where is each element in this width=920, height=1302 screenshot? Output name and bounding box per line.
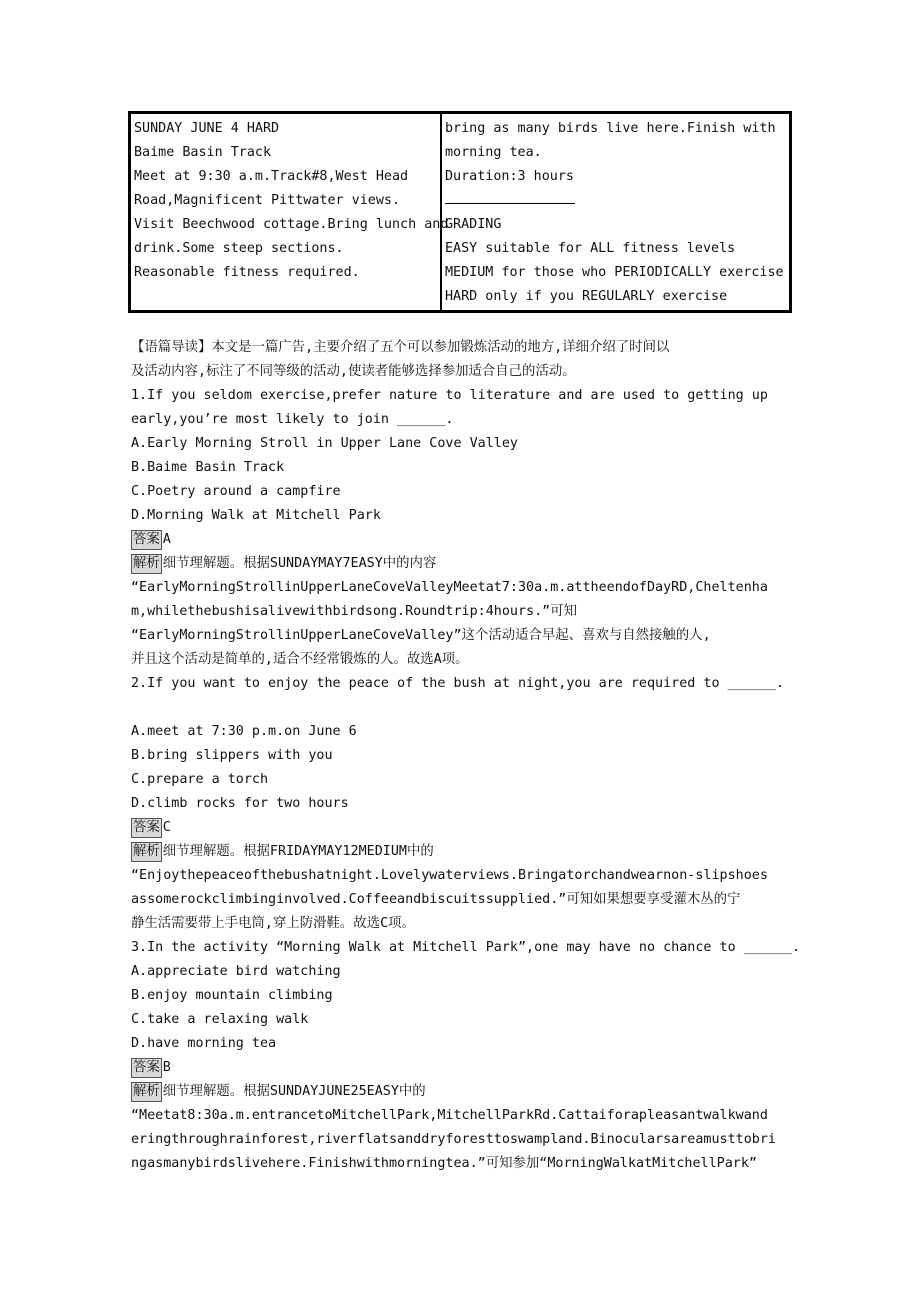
text-line (131, 1128, 801, 1152)
table-line: Baime Basin Track (134, 145, 272, 160)
line-text: 【语篇导读】本文是一篇广告,主要介绍了五个可以参加锻炼活动的地方,详细介绍了时间以 (131, 340, 670, 355)
text-line (131, 864, 801, 888)
table-line: MEDIUM for those who PERIODICALLY exercise (445, 265, 784, 280)
activity-table (128, 111, 792, 313)
text-line (131, 408, 801, 432)
table-line: Duration:3 hours (445, 169, 574, 184)
answer-line (131, 1056, 801, 1080)
text-line (131, 720, 801, 744)
answer-label: 答案 (131, 530, 162, 550)
text-line (131, 912, 801, 936)
analysis-label: 解析 (131, 1082, 162, 1102)
table-line: SUNDAY JUNE 4 HARD (134, 121, 280, 136)
line-text: ngasmanybirdslivehere.Finishwithmorningtea.”可知参加“MorningWalkatMitchellPark” (131, 1156, 757, 1171)
line-text: 3.In the activity “Morning Walk at Mitchell Park”,one may have no chance to ______. (131, 940, 801, 955)
analysis-line (131, 552, 801, 576)
text-line (131, 960, 801, 984)
table-line: EASY suitable for ALL fitness levels (445, 241, 736, 256)
line-text: 细节理解题。根据SUNDAYJUNE25EASY中的 (162, 1084, 426, 1099)
line-text: B (162, 1060, 171, 1075)
line-text: 细节理解题。根据FRIDAYMAY12MEDIUM中的 (162, 844, 434, 859)
line-text: D.Morning Walk at Mitchell Park (131, 508, 381, 523)
table-line: GRADING (445, 217, 502, 232)
line-text: 1.If you seldom exercise,prefer nature to literature and are used to getting up (131, 388, 768, 403)
table-line: bring as many birds live here.Finish with (445, 121, 776, 136)
table-line: Reasonable fitness required. (134, 265, 360, 280)
analysis-line (131, 1080, 801, 1104)
line-text: A (162, 532, 171, 547)
document-body (131, 336, 801, 1176)
line-text: D.climb rocks for two hours (131, 796, 349, 811)
table-right-cell (442, 114, 789, 310)
line-text: early,you’re most likely to join ______. (131, 412, 454, 427)
text-line (131, 360, 801, 384)
text-line (131, 456, 801, 480)
table-line: HARD only if you REGULARLY exercise (445, 289, 728, 304)
line-text: A.appreciate bird watching (131, 964, 341, 979)
table-line: Meet at 9:30 a.m.Track#8,West Head (134, 169, 409, 184)
table-line: morning tea. (445, 145, 542, 160)
line-text: 细节理解题。根据SUNDAYMAY7EASY中的内容 (162, 556, 437, 571)
line-text: “Meetat8:30a.m.entrancetoMitchellPark,MitchellParkRd.Cattaiforapleasantwalkwand (131, 1108, 768, 1123)
line-text: “EarlyMorningStrollinUpperLaneCoveValleyMeetat7:30a.m.attheendofDayRD,Cheltenha (131, 580, 768, 595)
text-line (131, 600, 801, 624)
table-divider (445, 189, 789, 213)
analysis-label: 解析 (131, 554, 162, 574)
line-text: 2.If you want to enjoy the peace of the bush at night,you are required to ______. (131, 676, 785, 691)
line-text: “EarlyMorningStrollinUpperLaneCoveValley”这个活动适合早起、喜欢与自然接触的人, (131, 628, 711, 643)
text-line (131, 768, 801, 792)
text-line (131, 744, 801, 768)
text-line (131, 1032, 801, 1056)
line-text: eringthroughrainforest,riverflatsanddryforesttoswampland.Binocularsareamusttobri (131, 1132, 776, 1147)
line-text: A.Early Morning Stroll in Upper Lane Cove Valley (131, 436, 518, 451)
text-line (131, 624, 801, 648)
text-line (131, 648, 801, 672)
line-text: B.enjoy mountain climbing (131, 988, 333, 1003)
analysis-label: 解析 (131, 842, 162, 862)
line-text: 静生活需要带上手电筒,穿上防滑鞋。故选C项。 (131, 916, 415, 931)
answer-label: 答案 (131, 1058, 162, 1078)
answer-line (131, 816, 801, 840)
answer-label: 答案 (131, 818, 162, 838)
answer-line (131, 528, 801, 552)
text-line (131, 504, 801, 528)
text-line (131, 576, 801, 600)
table-left-cell (131, 114, 449, 310)
text-line (131, 384, 801, 408)
table-line: drink.Some steep sections. (134, 241, 344, 256)
line-text: A.meet at 7:30 p.m.on June 6 (131, 724, 357, 739)
table-line: Visit Beechwood cottage.Bring lunch and (134, 217, 449, 232)
text-line (131, 888, 801, 912)
line-text: C.prepare a torch (131, 772, 269, 787)
text-line (131, 336, 801, 360)
text-line (131, 672, 801, 696)
text-line (131, 1152, 801, 1176)
text-line (131, 1104, 801, 1128)
text-line (131, 936, 801, 960)
line-text: C.take a relaxing walk (131, 1012, 309, 1027)
line-text: C.Poetry around a campfire (131, 484, 341, 499)
text-line (131, 696, 801, 720)
table-line: Road,Magnificent Pittwater views. (134, 193, 401, 208)
underline-rule (445, 189, 575, 204)
line-text: B.Baime Basin Track (131, 460, 285, 475)
text-line (131, 792, 801, 816)
line-text: m,whilethebushisalivewithbirdsong.Roundtrip:4hours.”可知 (131, 604, 577, 619)
text-line (131, 480, 801, 504)
line-text: C (162, 820, 171, 835)
line-text: 及活动内容,标注了不同等级的活动,使读者能够选择参加适合自己的活动。 (131, 364, 576, 379)
line-text: 并且这个活动是简单的,适合不经常锻炼的人。故选A项。 (131, 652, 469, 667)
line-text: “Enjoythepeaceofthebushatnight.Lovelywaterviews.Bringatorchandwearnon-slipshoes (131, 868, 768, 883)
text-line (131, 432, 801, 456)
line-text: assomerockclimbinginvolved.Coffeeandbiscuitssupplied.”可知如果想要享受灌木丛的宁 (131, 892, 741, 907)
line-text: D.have morning tea (131, 1036, 277, 1051)
text-line (131, 984, 801, 1008)
analysis-line (131, 840, 801, 864)
line-text: B.bring slippers with you (131, 748, 333, 763)
text-line (131, 1008, 801, 1032)
